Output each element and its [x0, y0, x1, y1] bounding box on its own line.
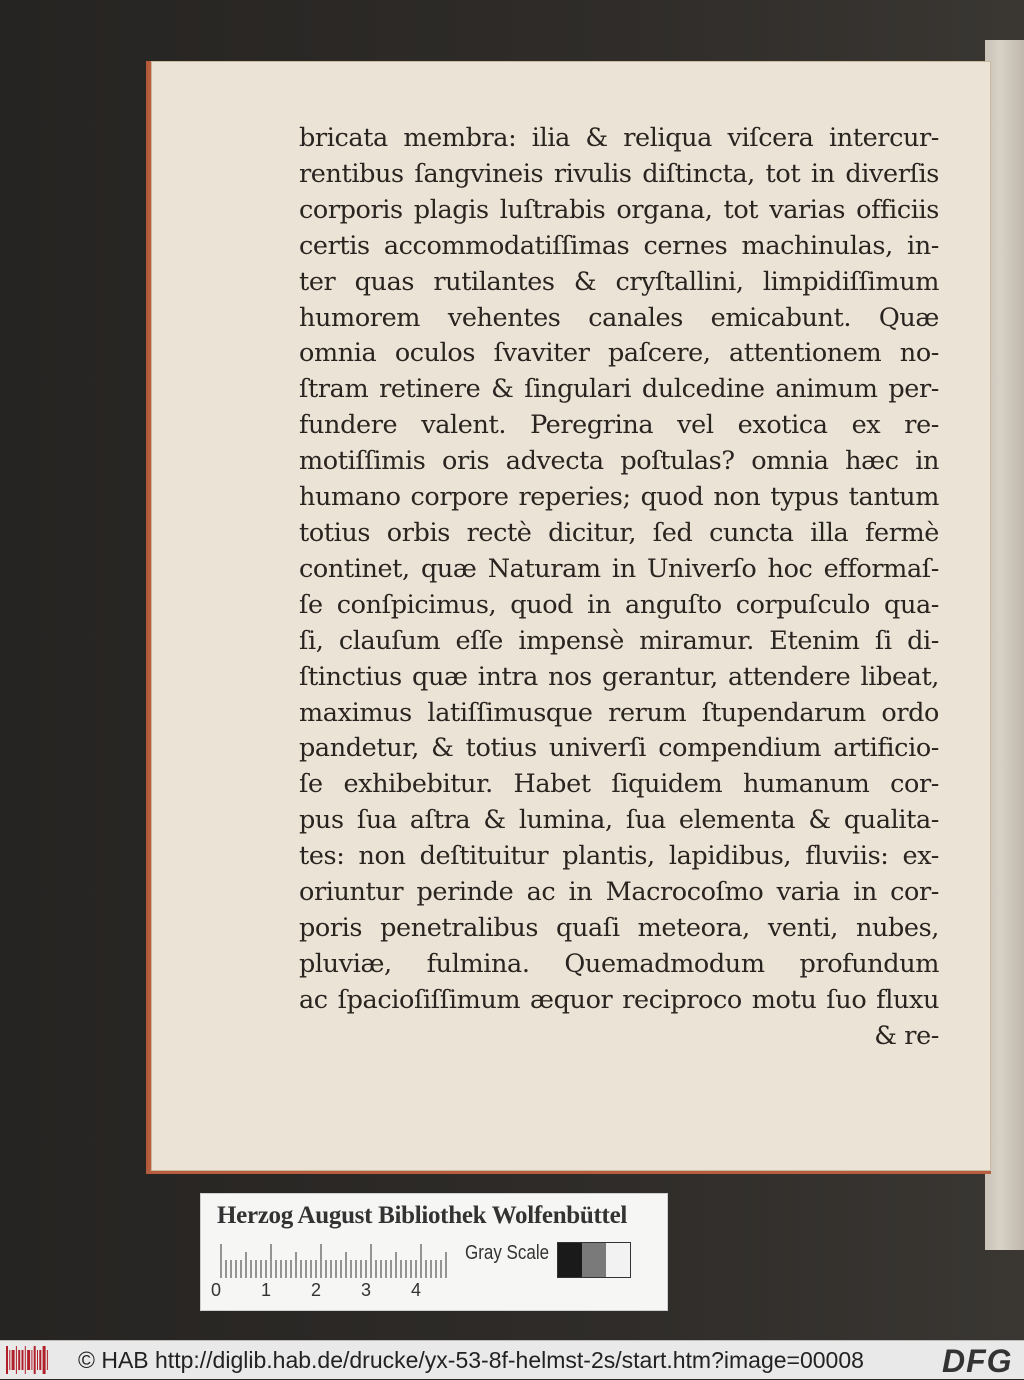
logo-bar [31, 1350, 32, 1370]
footer-bar [0, 1340, 1024, 1379]
text-line: ac ſpacioſiſſimum æquor reciproco motu ſuo fluxu [299, 984, 939, 1015]
ruler-number: 4 [411, 1280, 422, 1300]
ruler-numbers [211, 1280, 471, 1304]
text-line: tes: non deſtituitur plantis, lapidibus, fluviis: ex- [299, 841, 939, 872]
text-line: ſtram retinere & ſingulari dulcedine animum per- [299, 374, 939, 405]
text-line: pandetur, & totius univerſi compendium artificio- [299, 733, 939, 764]
gray-swatch [582, 1243, 606, 1277]
text-line: continet, quæ Naturam in Univerſo hoc efformaſ- [299, 553, 939, 584]
logo-bar [18, 1350, 20, 1370]
text-line: ter quas rutilantes & cryſtallini, limpidiſſimum [299, 266, 939, 297]
logo-bar [27, 1350, 30, 1370]
text-line: ſe conſpicimus, quod in anguſto corpuſculo qua- [299, 589, 939, 620]
text-line: oriuntur perinde ac in Macrocoſmo varia in cor- [299, 877, 939, 908]
library-label [200, 1193, 668, 1311]
gray-swatch [606, 1243, 630, 1277]
ruler-number: 2 [311, 1280, 322, 1300]
library-name: Herzog August Bibliothek Wolfenbüttel [217, 1202, 628, 1229]
catchword-block [299, 1019, 939, 1055]
text-line: rentibus ſangvineis rivulis diſtincta, tot in diverſis [299, 158, 939, 189]
text-line: humano corpore reperies; quod non typus tantum [299, 482, 939, 513]
ruler-number: 0 [211, 1280, 222, 1300]
logo-bar [22, 1350, 24, 1370]
gray-swatch [558, 1243, 582, 1277]
text-line: ſi, clauſum eſſe impensè miramur. Etenim ſi di- [299, 625, 939, 656]
logo-bar [9, 1350, 10, 1370]
logo-bar [39, 1350, 41, 1370]
text-line: bricata membra: ilia & reliqua viſcera intercur- [299, 123, 939, 153]
text-line: motiſſimis oris advecta poſtulas? omnia hæc in [299, 446, 939, 477]
text-line: pus ſua aſtra & lumina, ſua elementa & qualita- [299, 805, 939, 836]
gray-scale-label: Gray Scale [465, 1242, 550, 1264]
logo-bar [25, 1346, 26, 1374]
text-line: fundere valent. Peregrina vel exotica ex re- [299, 410, 939, 441]
text-line: ſtinctius quæ intra nos gerantur, attendere libeat, [299, 661, 939, 692]
text-line: corporis plagis luſtrabis organa, tot varias officiis [299, 194, 939, 225]
text-line: certis accommodatiſſimas cernes machinulas, in- [299, 230, 939, 261]
logo-bar [47, 1350, 48, 1370]
ruler-number: 1 [261, 1280, 272, 1300]
ruler-number: 3 [361, 1280, 372, 1300]
logo-bar [37, 1350, 38, 1370]
dfg-logo: DFG [942, 1343, 1013, 1379]
book-page [148, 61, 991, 1174]
text-line: poris penetralibus quaſi meteora, venti, nubes, [299, 912, 939, 943]
text-line: totius orbis rectè dicitur, ſed cuncta illa fermè [299, 517, 939, 548]
copyright-url[interactable]: © HAB http://diglib.hab.de/drucke/yx-53-8f-helmst-2s/start.htm?image=00008 [78, 1347, 864, 1373]
text-line: omnia oculos ſvaviter paſcere, attentionem no- [299, 338, 939, 369]
logo-bar [34, 1346, 36, 1374]
text-line: ſe exhibebitur. Habet ſiquidem humanum cor- [299, 769, 939, 800]
logo-bar [12, 1350, 15, 1370]
catchword: & re- [874, 1020, 939, 1051]
text-line: humorem vehentes canales emicabunt. Quæ [299, 302, 939, 333]
text-line: maximus latiſſimusque rerum ſtupendarum ordo [299, 697, 939, 728]
logo-bar [43, 1346, 46, 1374]
ruler [219, 1244, 451, 1278]
gray-scale-swatch [557, 1242, 631, 1278]
logo-bar [6, 1346, 8, 1374]
hab-logo-icon [6, 1346, 48, 1374]
text-line: pluviæ, fulmina. Quemadmodum profundum [299, 948, 939, 979]
page-text [299, 121, 939, 1019]
logo-bar [16, 1346, 17, 1374]
